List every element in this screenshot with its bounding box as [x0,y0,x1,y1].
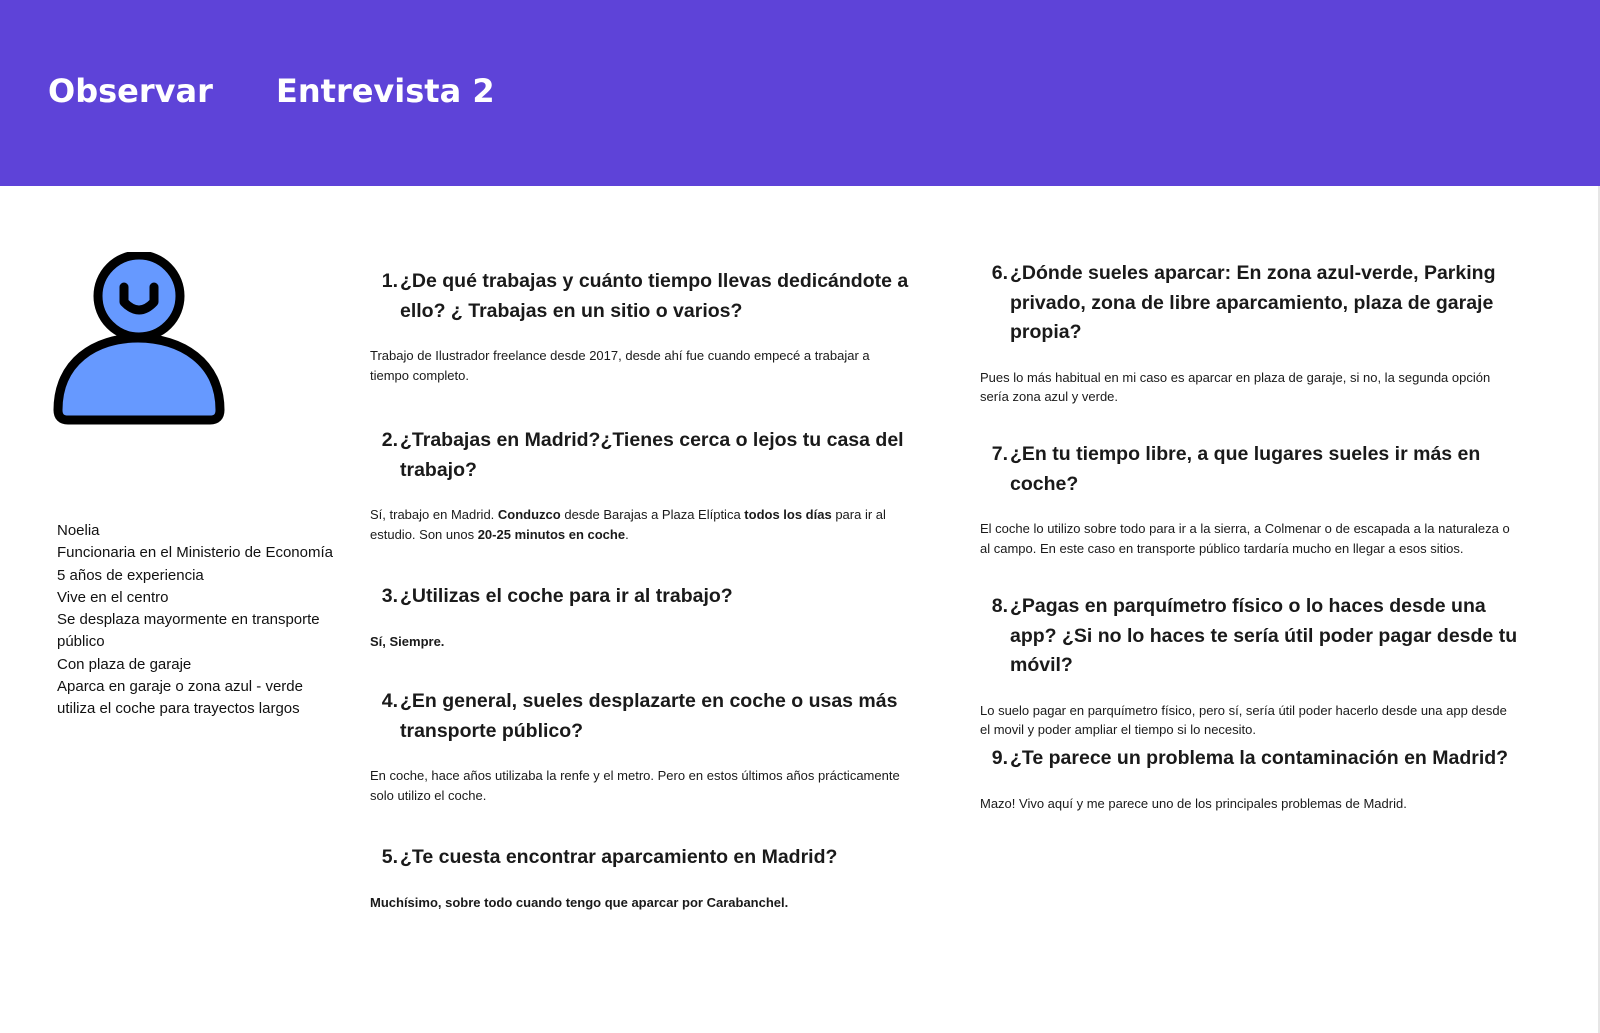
question-number: 1. [381,270,398,292]
question-number: 7. [991,443,1008,465]
answer-5: Muchísimo, sobre todo cuando tengo que aparcar por Carabanchel. [370,894,789,910]
question-1 [370,267,910,326]
question-5 [370,843,910,873]
question-number: 9. [991,747,1008,769]
question-block-9 [980,744,1520,813]
answer-9: Mazo! Vivo aquí y me parece uno de los principales problemas de Madrid. [980,795,1407,811]
question-number: 8. [991,595,1008,617]
profile-name: Noelia [57,522,100,539]
page-title: Entrevista 2 [276,72,495,110]
profile-transport: Se desplaza mayormente en transporte público [57,611,320,651]
question-text: ¿Te parece un problema la contaminación en Madrid? [1010,747,1509,769]
answer-7: El coche lo utilizo sobre todo para ir a la sierra, a Colmenar o de escapada a la naturaleza o al campo. En este caso en transporte público tardaría mucho en llegar a esos sitios. [980,521,1510,556]
question-number: 3. [381,585,398,607]
question-number: 2. [381,429,398,451]
question-text: ¿De qué trabajas y cuánto tiempo llevas dedicándote a ello? ¿ Trabajas en un sitio o varios? [400,270,909,322]
question-block-3 [370,582,910,651]
question-block-1 [370,267,910,385]
question-block-4 [370,687,910,805]
profile-residence: Vive en el centro [57,588,169,606]
question-6 [980,259,1520,348]
question-text: ¿Te cuesta encontrar aparcamiento en Madrid? [400,846,838,868]
question-block-6 [980,259,1520,407]
answer-4: En coche, hace años utilizaba la renfe y el metro. Pero en estos últimos años prácticamente solo utilizo el coche. [370,768,900,803]
question-text: ¿Dónde sueles aparcar: En zona azul-verde, Parking privado, zona de libre aparcamiento, plaza de garaje propia? [1010,262,1496,343]
answer-2: Sí, trabajo en Madrid. Conduzco desde Barajas a Plaza Elíptica todos los días para ir al estudio. Son unos 20-25 minutos en coche. [370,507,886,542]
question-number: 5. [381,846,398,868]
user-icon [50,252,230,432]
question-2 [370,426,910,485]
question-9 [980,744,1520,774]
question-block-7 [980,440,1520,558]
section-label: Observar [48,72,213,110]
answer-1: Trabajo de Ilustrador freelance desde 2017, desde ahí fue cuando empecé a trabajar a tiempo completo. [370,348,870,383]
profile-experience: 5 años de experiencia [57,566,204,584]
question-block-8 [980,592,1520,740]
question-8 [980,592,1520,681]
profile-garage: Con plaza de garaje [57,655,192,673]
question-text: ¿Trabajas en Madrid?¿Tienes cerca o lejos tu casa del trabajo? [400,429,904,481]
profile-occupation: Funcionaria en el Ministerio de Economía [57,544,333,562]
question-text: ¿Utilizas el coche para ir al trabajo? [400,585,733,607]
question-text: ¿Pagas en parquímetro físico o lo haces desde una app? ¿Si no lo haces te sería útil poder pagar desde tu móvil? [1010,595,1518,676]
answer-3: Sí, Siempre. [370,633,445,649]
question-text: ¿En general, sueles desplazarte en coche o usas más transporte público? [400,690,898,742]
question-block-5 [370,843,910,912]
profile-parking: Aparca en garaje o zona azul - verde [57,678,303,696]
question-3 [370,582,910,612]
profile-car-use: utiliza el coche para trayectos largos [57,700,300,718]
question-block-2 [370,426,910,544]
profile-details [57,520,347,721]
question-number: 4. [381,690,398,712]
answer-6: Pues lo más habitual en mi caso es aparcar en plaza de garaje, si no, la segunda opción sería zona azul y verde. [980,369,1491,404]
header-banner [0,0,1600,186]
question-number: 6. [991,262,1008,284]
answer-8: Lo suelo pagar en parquímetro físico, pero sí, sería útil poder hacerlo desde una app desde el movil y poder ampliar el tiempo si lo necesito. [980,702,1507,737]
question-4 [370,687,910,746]
question-text: ¿En tu tiempo libre, a que lugares sueles ir más en coche? [1010,443,1481,495]
question-7 [980,440,1520,499]
